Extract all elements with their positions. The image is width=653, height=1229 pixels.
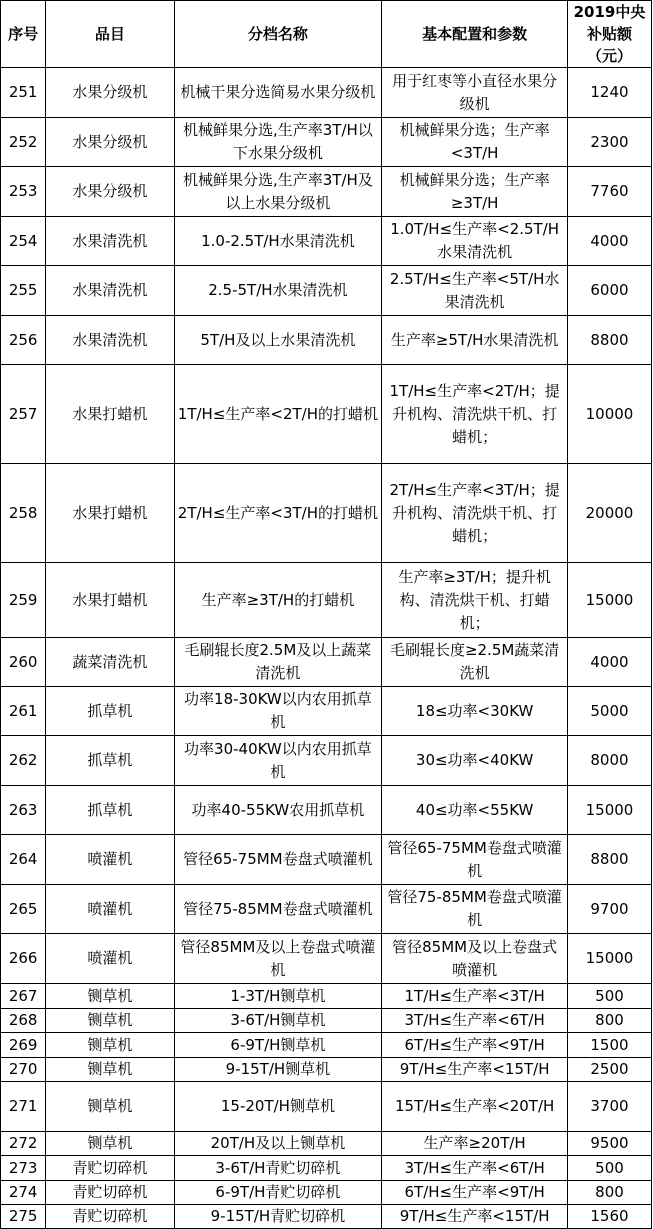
cell-no: 262	[1, 736, 46, 786]
table-row	[1, 885, 652, 934]
table-row	[1, 984, 652, 1009]
cell-grade: 毛刷辊长度2.5M及以上蔬菜清洗机	[174, 638, 382, 687]
cell-subsidy: 2300	[567, 118, 651, 167]
table-row	[1, 563, 652, 638]
header-no: 序号	[1, 1, 46, 68]
cell-subsidy: 6000	[567, 266, 651, 316]
cell-grade: 管径65-75MM卷盘式喷灌机	[174, 835, 382, 885]
cell-grade: 2T/H≤生产率<3T/H的打蜡机	[174, 464, 382, 563]
cell-config: 用于红枣等小直径水果分级机	[382, 68, 568, 118]
cell-no: 271	[1, 1082, 46, 1132]
cell-item: 铡草机	[46, 1058, 174, 1082]
cell-config: 管径65-75MM卷盘式喷灌机	[382, 835, 568, 885]
table-row	[1, 217, 652, 266]
table-row	[1, 1181, 652, 1205]
cell-subsidy: 4000	[567, 638, 651, 687]
cell-item: 喷灌机	[46, 835, 174, 885]
cell-item: 喷灌机	[46, 934, 174, 984]
cell-grade: 1T/H≤生产率<2T/H的打蜡机	[174, 365, 382, 464]
cell-config: 6T/H≤生产率<9T/H	[382, 1181, 568, 1205]
cell-subsidy: 500	[567, 1156, 651, 1181]
table-row	[1, 365, 652, 464]
cell-config: 毛刷辊长度≥2.5M蔬菜清洗机	[382, 638, 568, 687]
cell-item: 喷灌机	[46, 885, 174, 934]
cell-grade: 功率18-30KW以内农用抓草机	[174, 687, 382, 736]
cell-config: 机械鲜果分选；生产率≥3T/H	[382, 167, 568, 217]
cell-config: 3T/H≤生产率<6T/H	[382, 1156, 568, 1181]
cell-no: 275	[1, 1205, 46, 1229]
cell-subsidy: 5000	[567, 687, 651, 736]
table-row	[1, 1033, 652, 1058]
cell-subsidy: 9700	[567, 885, 651, 934]
header-row	[1, 1, 652, 68]
cell-no: 258	[1, 464, 46, 563]
cell-config: 18≤功率<30KW	[382, 687, 568, 736]
cell-item: 铡草机	[46, 1033, 174, 1058]
cell-grade: 生产率≥3T/H的打蜡机	[174, 563, 382, 638]
cell-item: 抓草机	[46, 687, 174, 736]
table-row	[1, 167, 652, 217]
cell-subsidy: 2500	[567, 1058, 651, 1082]
table-row	[1, 464, 652, 563]
cell-grade: 5T/H及以上水果清洗机	[174, 316, 382, 365]
table-row	[1, 266, 652, 316]
cell-no: 274	[1, 1181, 46, 1205]
cell-grade: 功率40-55KW农用抓草机	[174, 786, 382, 835]
cell-item: 水果打蜡机	[46, 563, 174, 638]
header-grade: 分档名称	[174, 1, 382, 68]
table-row	[1, 687, 652, 736]
cell-subsidy: 15000	[567, 786, 651, 835]
cell-grade: 管径85MM及以上卷盘式喷灌机	[174, 934, 382, 984]
cell-no: 268	[1, 1009, 46, 1033]
cell-subsidy: 1240	[567, 68, 651, 118]
cell-config: 2T/H≤生产率<3T/H；提升机构、清洗烘干机、打蜡机；	[382, 464, 568, 563]
cell-item: 铡草机	[46, 1082, 174, 1132]
cell-no: 252	[1, 118, 46, 167]
table-row	[1, 934, 652, 984]
cell-no: 259	[1, 563, 46, 638]
cell-no: 255	[1, 266, 46, 316]
cell-subsidy: 800	[567, 1009, 651, 1033]
cell-item: 蔬菜清洗机	[46, 638, 174, 687]
cell-item: 青贮切碎机	[46, 1205, 174, 1229]
cell-subsidy: 9500	[567, 1132, 651, 1156]
cell-no: 256	[1, 316, 46, 365]
cell-grade: 管径75-85MM卷盘式喷灌机	[174, 885, 382, 934]
table-row	[1, 1205, 652, 1229]
cell-no: 257	[1, 365, 46, 464]
cell-no: 254	[1, 217, 46, 266]
cell-no: 260	[1, 638, 46, 687]
cell-subsidy: 10000	[567, 365, 651, 464]
table-row	[1, 835, 652, 885]
table-row	[1, 786, 652, 835]
cell-item: 水果打蜡机	[46, 464, 174, 563]
cell-config: 1T/H≤生产率<2T/H；提升机构、清洗烘干机、打蜡机；	[382, 365, 568, 464]
cell-no: 269	[1, 1033, 46, 1058]
cell-grade: 机械鲜果分选,生产率3T/H及以上水果分级机	[174, 167, 382, 217]
cell-no: 273	[1, 1156, 46, 1181]
cell-subsidy: 1560	[567, 1205, 651, 1229]
cell-no: 253	[1, 167, 46, 217]
cell-subsidy: 8800	[567, 835, 651, 885]
table-row	[1, 1009, 652, 1033]
cell-config: 30≤功率<40KW	[382, 736, 568, 786]
cell-subsidy: 1500	[567, 1033, 651, 1058]
cell-item: 青贮切碎机	[46, 1181, 174, 1205]
cell-config: 2.5T/H≤生产率<5T/H水果清洗机	[382, 266, 568, 316]
cell-config: 15T/H≤生产率<20T/H	[382, 1082, 568, 1132]
cell-item: 水果打蜡机	[46, 365, 174, 464]
table-row	[1, 316, 652, 365]
cell-config: 管径85MM及以上卷盘式喷灌机	[382, 934, 568, 984]
cell-no: 265	[1, 885, 46, 934]
cell-subsidy: 8000	[567, 736, 651, 786]
cell-config: 生产率≥5T/H水果清洗机	[382, 316, 568, 365]
cell-config: 40≤功率<55KW	[382, 786, 568, 835]
table-body	[1, 68, 652, 1229]
cell-config: 1.0T/H≤生产率<2.5T/H水果清洗机	[382, 217, 568, 266]
cell-item: 抓草机	[46, 786, 174, 835]
table-row	[1, 1082, 652, 1132]
cell-item: 水果清洗机	[46, 217, 174, 266]
cell-no: 272	[1, 1132, 46, 1156]
cell-subsidy: 7760	[567, 167, 651, 217]
cell-grade: 9-15T/H青贮切碎机	[174, 1205, 382, 1229]
cell-item: 水果分级机	[46, 167, 174, 217]
cell-grade: 2.5-5T/H水果清洗机	[174, 266, 382, 316]
table-row	[1, 68, 652, 118]
cell-grade: 3-6T/H铡草机	[174, 1009, 382, 1033]
cell-item: 铡草机	[46, 1009, 174, 1033]
header-item: 品目	[46, 1, 174, 68]
cell-grade: 1-3T/H铡草机	[174, 984, 382, 1009]
cell-config: 机械鲜果分选；生产率<3T/H	[382, 118, 568, 167]
cell-subsidy: 500	[567, 984, 651, 1009]
cell-grade: 6-9T/H铡草机	[174, 1033, 382, 1058]
cell-grade: 机械干果分选简易水果分级机	[174, 68, 382, 118]
cell-no: 267	[1, 984, 46, 1009]
cell-config: 6T/H≤生产率<9T/H	[382, 1033, 568, 1058]
table-row	[1, 118, 652, 167]
cell-config: 生产率≥20T/H	[382, 1132, 568, 1156]
cell-grade: 机械鲜果分选,生产率3T/H以下水果分级机	[174, 118, 382, 167]
cell-no: 261	[1, 687, 46, 736]
cell-subsidy: 3700	[567, 1082, 651, 1132]
cell-config: 9T/H≤生产率<15T/H	[382, 1205, 568, 1229]
cell-grade: 20T/H及以上铡草机	[174, 1132, 382, 1156]
cell-item: 水果分级机	[46, 118, 174, 167]
table-row	[1, 638, 652, 687]
table-row	[1, 736, 652, 786]
cell-item: 水果清洗机	[46, 266, 174, 316]
cell-grade: 6-9T/H青贮切碎机	[174, 1181, 382, 1205]
cell-subsidy: 15000	[567, 934, 651, 984]
cell-no: 251	[1, 68, 46, 118]
cell-config: 3T/H≤生产率<6T/H	[382, 1009, 568, 1033]
cell-grade: 15-20T/H铡草机	[174, 1082, 382, 1132]
cell-grade: 3-6T/H青贮切碎机	[174, 1156, 382, 1181]
cell-subsidy: 4000	[567, 217, 651, 266]
cell-item: 青贮切碎机	[46, 1156, 174, 1181]
table-row	[1, 1156, 652, 1181]
cell-config: 9T/H≤生产率<15T/H	[382, 1058, 568, 1082]
cell-no: 270	[1, 1058, 46, 1082]
cell-config: 生产率≥3T/H；提升机构、清洗烘干机、打蜡机；	[382, 563, 568, 638]
cell-grade: 9-15T/H铡草机	[174, 1058, 382, 1082]
table-row	[1, 1058, 652, 1082]
cell-no: 266	[1, 934, 46, 984]
table-row	[1, 1132, 652, 1156]
cell-item: 铡草机	[46, 1132, 174, 1156]
cell-subsidy: 800	[567, 1181, 651, 1205]
cell-no: 264	[1, 835, 46, 885]
cell-item: 水果分级机	[46, 68, 174, 118]
cell-subsidy: 15000	[567, 563, 651, 638]
cell-item: 水果清洗机	[46, 316, 174, 365]
header-config: 基本配置和参数	[382, 1, 568, 68]
cell-config: 管径75-85MM卷盘式喷灌机	[382, 885, 568, 934]
cell-no: 263	[1, 786, 46, 835]
header-subsidy: 2019中央补贴额（元）	[567, 1, 651, 68]
cell-subsidy: 20000	[567, 464, 651, 563]
cell-grade: 功率30-40KW以内农用抓草机	[174, 736, 382, 786]
cell-item: 抓草机	[46, 736, 174, 786]
cell-grade: 1.0-2.5T/H水果清洗机	[174, 217, 382, 266]
cell-subsidy: 8800	[567, 316, 651, 365]
cell-config: 1T/H≤生产率<3T/H	[382, 984, 568, 1009]
cell-item: 铡草机	[46, 984, 174, 1009]
